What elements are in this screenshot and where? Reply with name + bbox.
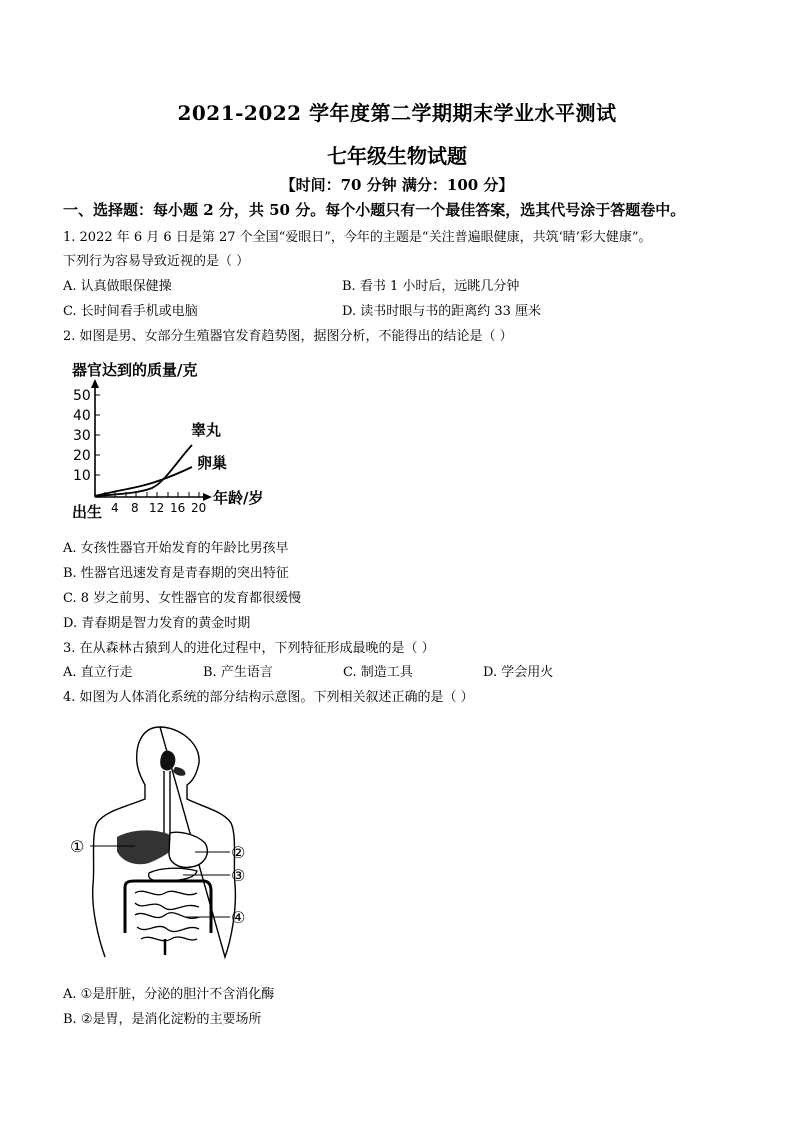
q2-option-b: B. 性器官迅速发育是青春期的突出特征 bbox=[63, 566, 289, 581]
ytick-40: 40 bbox=[73, 408, 91, 424]
xtick-8: 8 bbox=[131, 501, 139, 515]
y-axis-arrow bbox=[91, 379, 99, 388]
q1-option-b: B. 看书 1 小时后，远眺几分钟 bbox=[342, 279, 520, 294]
small-intestine bbox=[135, 891, 199, 940]
testis-curve bbox=[95, 445, 192, 496]
q3-option-c: C. 制造工具 bbox=[343, 665, 413, 680]
liver-shape bbox=[117, 830, 177, 864]
esophagus bbox=[164, 771, 170, 833]
q1-option-a: A. 认真做眼保健操 bbox=[63, 279, 172, 294]
organ-growth-chart bbox=[60, 355, 290, 525]
chart-ylabel: 器官达到的质量/克 bbox=[72, 361, 198, 379]
xtick-12: 12 bbox=[149, 501, 165, 515]
q4-option-b: B. ②是胃，是消化淀粉的主要场所 bbox=[63, 1012, 262, 1027]
q2-option-a: A. 女孩性器官开始发育的年龄比男孩早 bbox=[63, 541, 289, 556]
label-1: ① bbox=[70, 837, 85, 856]
x-axis-arrow bbox=[203, 493, 212, 501]
q4-stem: 4. 如图为人体消化系统的部分结构示意图。下列相关叙述正确的是（ ） bbox=[63, 690, 474, 705]
exam-info: 【时间：70 分钟 满分：100 分】 bbox=[280, 176, 514, 194]
digestive-system-diagram bbox=[65, 715, 265, 960]
ytick-20: 20 bbox=[73, 448, 91, 464]
q1-option-c: C. 长时间看手机或电脑 bbox=[63, 304, 198, 319]
section-heading: 一、选择题：每小题 2 分，共 50 分。每个小题只有一个最佳答案，选其代号涂于答题卷中。 bbox=[63, 201, 686, 219]
q4-option-a: A. ①是肝脏，分泌的胆汁不含消化酶 bbox=[63, 987, 275, 1002]
ytick-50: 50 bbox=[73, 388, 91, 404]
chart-origin-label: 出生 bbox=[72, 503, 103, 521]
chart-xlabel: 年龄/岁 bbox=[213, 489, 264, 507]
q1-option-d: D. 读书时眼与书的距离约 33 厘米 bbox=[342, 304, 542, 319]
q1-stem-line1: 1. 2022 年 6 月 6 日是第 27 个全国“爱眼日”，今年的主题是“关注普遍眼健康，共筑‘睛’彩大健康”。 bbox=[63, 230, 652, 245]
exam-title: 2021-2022 学年度第二学期期末学业水平测试 bbox=[177, 101, 617, 125]
q3-option-d: D. 学会用火 bbox=[483, 665, 554, 680]
pharynx-shape bbox=[160, 751, 175, 771]
testis-label: 睾丸 bbox=[191, 421, 222, 439]
exam-subtitle: 七年级生物试题 bbox=[327, 144, 467, 168]
q3-option-a: A. 直立行走 bbox=[63, 665, 133, 680]
ytick-30: 30 bbox=[73, 428, 91, 444]
mouth-shape bbox=[173, 767, 185, 776]
q2-stem: 2. 如图是男、女部分生殖器官发育趋势图，据图分析，不能得出的结论是（ ） bbox=[63, 329, 513, 344]
q2-option-c: C. 8 岁之前男、女性器官的发育都很缓慢 bbox=[63, 591, 302, 606]
ovary-curve bbox=[95, 467, 192, 496]
q2-option-d: D. 青春期是智力发育的黄金时期 bbox=[63, 616, 251, 631]
xtick-4: 4 bbox=[111, 501, 119, 515]
label-2: ② bbox=[231, 843, 246, 862]
label-3: ③ bbox=[231, 866, 246, 885]
stomach-shape bbox=[169, 832, 207, 867]
q1-stem-line2: 下列行为容易导致近视的是（ ） bbox=[63, 254, 250, 269]
ytick-10: 10 bbox=[73, 468, 91, 484]
xtick-16: 16 bbox=[170, 501, 186, 515]
xtick-20: 20 bbox=[191, 501, 207, 515]
ovary-label: 卵巢 bbox=[197, 454, 228, 472]
q3-stem: 3. 在从森林古猿到人的进化过程中，下列特征形成最晚的是（ ） bbox=[63, 641, 435, 656]
q3-option-b: B. 产生语言 bbox=[203, 665, 273, 680]
label-4: ④ bbox=[231, 908, 246, 927]
